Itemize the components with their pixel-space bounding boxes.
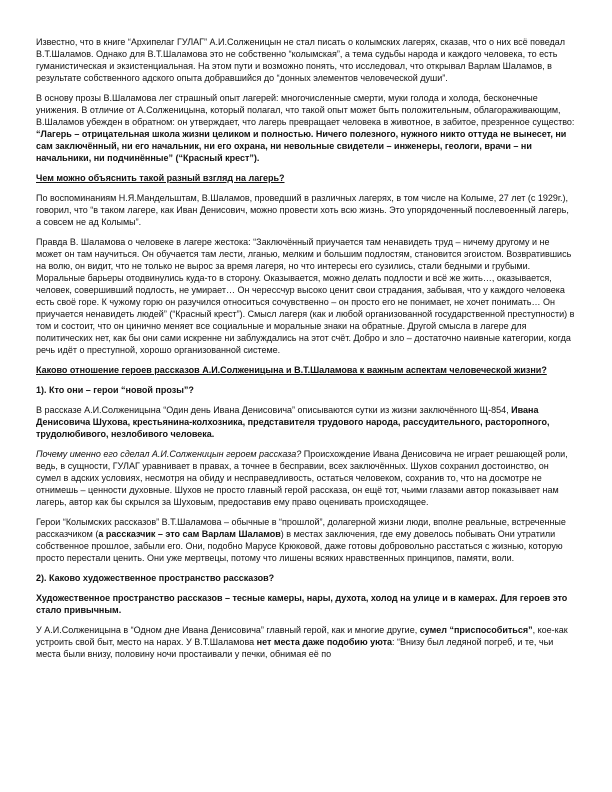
paragraph-intro-text: Известно, что в книге “Архипелаг ГУЛАГ” А.И.Солженицын не стал писать о колымских лагерях, сказав, что о них всё поведал В.Т.Шаламов. Однако для В.Т.Шаламова это не собственно “колымская”, а тема судьбы народа и каждого человека, то есть гуманистическая и экзистенциальная. На этом пути и возможно понять, что исследовал, что открывал Варлам Шаламов, в результате собственного адского опыта добравшийся до “донных элементов человеческой души”. xyxy=(36,37,566,83)
paragraph-comfort xyxy=(36,624,576,660)
comfort-text-3: : “Внизу был ледяной погреб, и те, чьи места были внизу, половину ночи простаивали у печки, обнимая её по xyxy=(36,637,554,659)
paragraph-camp-experience-text: В основу прозы В.Шаламова лег страшный опыт лагерей: многочисленные смерти, муки голода и холода, бесконечные унижения. В отличие от А.Солженицына, который полагал, что такой опыт может быть положительным, облагораживающим, В.Шаламов убежден в обратном: он утверждает, что лагерь превращает человека в животное, в забитое, презренное существо: xyxy=(36,93,575,127)
paragraph-mandelstam xyxy=(36,192,576,228)
shukhov-description: Ивана Денисовича Шухова, крестьянина-колхозника, представителя трудового народа, рассудительного, расторопного, трудолюбивого, незлобивого человека. xyxy=(36,405,550,439)
heading-different-views: Чем можно объяснить такой разный взгляд на лагерь? xyxy=(36,173,285,183)
paragraph-artistic-space-bold: Художественное пространство рассказов – тесные камеры, нары, духота, холод на улице и в камерах. Для героев это стало привычным. xyxy=(36,593,568,615)
paragraph-why-hero xyxy=(36,448,576,508)
paragraph-camp-experience xyxy=(36,92,576,164)
no-place-for-comfort: нет места даже подобию уюта xyxy=(256,637,393,647)
paragraph-why-hero-text: Происхождение Ивана Денисовича не играет решающей роли, ведь, в сущности, ГУЛАГ уравнивает в правах, а точнее в бесправии, всех заключённых. Шухов сохранил достоинство, он сумел в адских условиях, несмотря на обиду и несправедливость, остаться человеком, сохранив то, что на досмотре не отнимешь – ценности духовные. Шухов не просто главный герой рассказа, он ещё тот, чьими глазами автор показывает нам лагерь, автор как бы скрылся за Шуховым, предоставив ему право оценивать происходящее. xyxy=(36,449,568,507)
paragraph-shukhov-text: В рассказе А.И.Солженицына “Один день Ивана Денисовича” описываются сутки из жизни заключённого Щ-854, xyxy=(36,405,512,415)
why-hero-question: Почему именно его сделал А.И.Солженицын героем рассказа? xyxy=(36,449,302,459)
subheading-who-are-they: 1). Кто они – герои “новой прозы”? xyxy=(36,385,194,395)
managed-to-adapt: сумел “приспособиться” xyxy=(419,625,533,635)
paragraph-shalamov-truth-text: Правда В. Шаламова о человеке в лагере жестока: “Заключённый приучается там ненавидеть труд – ничему другому и не может он там научиться. Он обучается там лести, лганью, мелким и большим подлостям, становится эгоистом. Возвратившись на волю, он видит, что не только не вырос за время лагеря, но что интересы его сузились, стали бедными и грубыми. Моральные барьеры отодвинулись куда-то в сторону. Оказывается, можно делать подлости и всё же жить…, оказывается, человек, совершивший подлость, не умирает… Он черессчур высоко ценит свои страдания, забывая, что у каждого человека есть своё горе. К чужому горю он разучился относиться сочувственно – он просто его не понимает, не хочет понимать… Он приучается ненавидеть людей” (“Красный крест”). Смысл лагеря (как и любой организованной государственной преступности) в том и состоит, что он цинично меняет все социальные и моральные знаки на обратные. Другой смысла в лагере для политических нет, как бы они сами искренне ни заблуждались на этот счёт. Добро и зло – достаточно наивные категории, когда речь идёт о преступной, хорошо организованной системе. xyxy=(36,237,575,355)
heading-heroes-attitude: Каково отношение героев рассказов А.И.Солженицына и В.Т.Шаламова к важным аспектам человеческой жизни? xyxy=(36,365,547,375)
red-cross-quote: “Лагерь – отрицательная школа жизни целиком и полностью. Ничего полезного, нужного никто оттуда не вынесет, ни сам заключённый, ни его начальник, ни его охрана, ни невольные свидетели – инженеры, геологи, врачи – ни начальники, ни подчинённые” (“Красный крест”). xyxy=(36,129,567,163)
comfort-text-1: У А.И.Солженицына в “Одном дне Ивана Денисовича” главный герой, как и многие другие, xyxy=(36,625,420,635)
paragraph-shukhov xyxy=(36,404,576,440)
kolyma-heroes-text-2: ) в местах заключения, где ему довелось побывать Они утратили собственное прошлое, забыли его. Они, подобно Марусе Крюковой, даже готовы добровольно расстаться с жизнью, которую просто перестали ценить. Они уже мертвецы, потому что лишены всяких нравственных принципов, памяти, воли. xyxy=(36,529,563,563)
paragraph-mandelstam-text: По воспоминаниям Н.Я.Мандельштам, В.Шаламов, проведший в различных лагерях, в том числе на Колыме, 27 лет (с 1929г.), говорил, что “в таком лагере, как Иван Денисович, можно провести хоть всю жизнь. Это упорядоченный послевоенный лагерь, а совсем не ад Колымы”. xyxy=(36,193,569,227)
paragraph-intro xyxy=(36,36,576,84)
paragraph-shalamov-truth xyxy=(36,236,576,356)
paragraph-kolyma-heroes xyxy=(36,516,576,564)
document-page xyxy=(36,36,576,668)
kolyma-heroes-text-1: Герои “Колымских рассказов” В.Т.Шаламова – обычные в “прошлой”, долагерной жизни люди, вполне реальные, встреченные рассказчиком ( xyxy=(36,517,566,539)
comfort-text-2: , кое-как устроить свой быт, место на нарах. У В.Т.Шаламова xyxy=(36,625,568,647)
narrator-is-shalamov: а рассказчик – это сам Варлам Шаламов xyxy=(98,529,281,539)
subheading-artistic-space: 2). Каково художественное пространство рассказов? xyxy=(36,573,275,583)
